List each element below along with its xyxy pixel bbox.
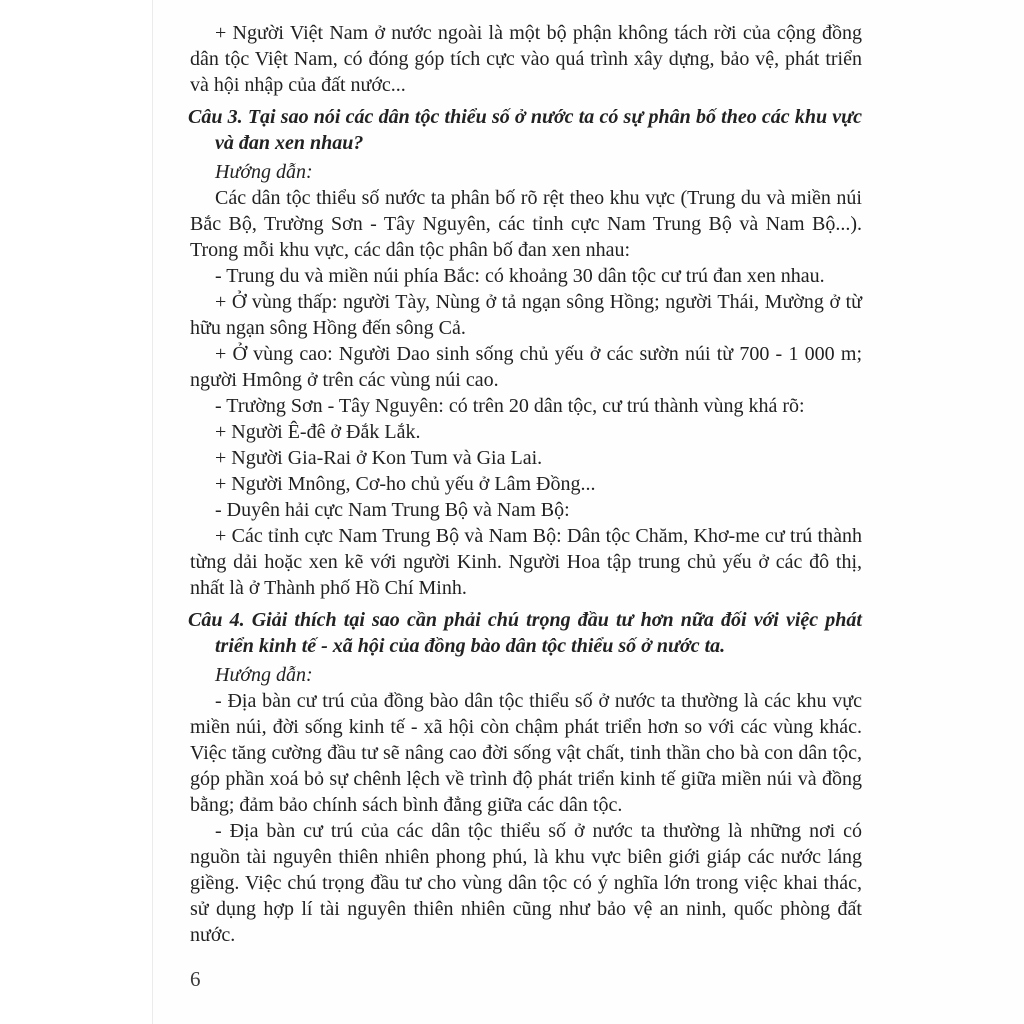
paragraph-cham-khome-hoa: + Các tỉnh cực Nam Trung Bộ và Nam Bộ: Dân tộc Chăm, Khơ-me cư trú thành từng dải hoặc xen kẽ với người Kinh. Người Hoa tập trung chủ yếu ở các đô thị, nhất là ở Thành phố Hồ Chí Minh. bbox=[190, 525, 862, 599]
list-item-nguoi-gia-rai: + Người Gia-Rai ở Kon Tum và Gia Lai. bbox=[215, 447, 543, 469]
list-item-truong-son-tay-nguyen: - Trường Sơn - Tây Nguyên: có trên 20 dân tộc, cư trú thành vùng khá rõ: bbox=[215, 395, 805, 417]
list-item-nguoi-mnong: + Người Mnông, Cơ-ho chủ yếu ở Lâm Đồng... bbox=[215, 473, 596, 495]
list-item-nguoi-e-de: + Người Ê-đê ở Đắk Lắk. bbox=[215, 421, 421, 443]
page-number: 6 bbox=[190, 967, 201, 991]
paragraph-dia-ban-mien-nui: - Địa bàn cư trú của đồng bào dân tộc thiểu số ở nước ta thường là các khu vực miền núi, đời sống kinh tế - xã hội còn chậm phát triển hơn so với các vùng khác. Việc tăng cường đầu tư sẽ nâng cao đời sống vật chất, tinh thần cho bà con dân tộc, góp phần xoá bỏ sự chênh lệch về trình độ phát triển kinh tế giữa miền núi và đồng bằng; đảm bảo chính sách bình đẳng giữa các dân tộc. bbox=[190, 690, 862, 816]
paragraph-dia-ban-tai-nguyen: - Địa bàn cư trú của các dân tộc thiểu số ở nước ta thường là những nơi có nguồn tài nguyên thiên nhiên phong phú, là khu vực biên giới giáp các nước láng giềng. Việc chú trọng đầu tư cho vùng dân tộc có ý nghĩa lớn trong việc khai thác, sử dụng hợp lí tài nguyên thiên nhiên cũng như bảo vệ an ninh, quốc phòng đất nước. bbox=[190, 820, 862, 946]
list-item-trung-du-mien-nui: - Trung du và miền núi phía Bắc: có khoảng 30 dân tộc cư trú đan xen nhau. bbox=[215, 265, 825, 287]
list-item-vung-thap: + Ở vùng thấp: người Tày, Nùng ở tả ngạn sông Hồng; người Thái, Mường ở từ hữu ngạn sông Hồng đến sông Cả. bbox=[190, 291, 862, 339]
guide-label-cau-3: Hướng dẫn: bbox=[215, 161, 313, 183]
list-item-vung-cao: + Ở vùng cao: Người Dao sinh sống chủ yếu ở các sườn núi từ 700 - 1 000 m; người Hmông ở trên các vùng núi cao. bbox=[190, 343, 862, 391]
paragraph-distribution-intro: Các dân tộc thiểu số nước ta phân bố rõ rệt theo khu vực (Trung du và miền núi Bắc Bộ, Trường Sơn - Tây Nguyên, các tỉnh cực Nam Trung Bộ và Nam Bộ...). Trong mỗi khu vực, các dân tộc phân bố đan xen nhau: bbox=[190, 187, 862, 261]
paragraph-overseas-vietnamese: + Người Việt Nam ở nước ngoài là một bộ phận không tách rời của cộng đồng dân tộc Việt Nam, có đóng góp tích cực vào quá trình xây dựng, bảo vệ, phát triển và hội nhập của đất nước... bbox=[190, 22, 862, 96]
scan-left-edge-line bbox=[152, 0, 153, 1024]
question-cau-4: Câu 4. Giải thích tại sao cần phải chú trọng đầu tư hơn nữa đối với việc phát triển kinh tế - xã hội của đồng bào dân tộc thiểu số ở nước ta. bbox=[188, 609, 862, 657]
list-item-duyen-hai: - Duyên hải cực Nam Trung Bộ và Nam Bộ: bbox=[215, 499, 570, 521]
question-cau-3: Câu 3. Tại sao nói các dân tộc thiểu số ở nước ta có sự phân bố theo các khu vực và đan xen nhau? bbox=[188, 106, 862, 154]
page-text-block bbox=[190, 20, 862, 948]
guide-label-cau-4: Hướng dẫn: bbox=[215, 664, 313, 686]
